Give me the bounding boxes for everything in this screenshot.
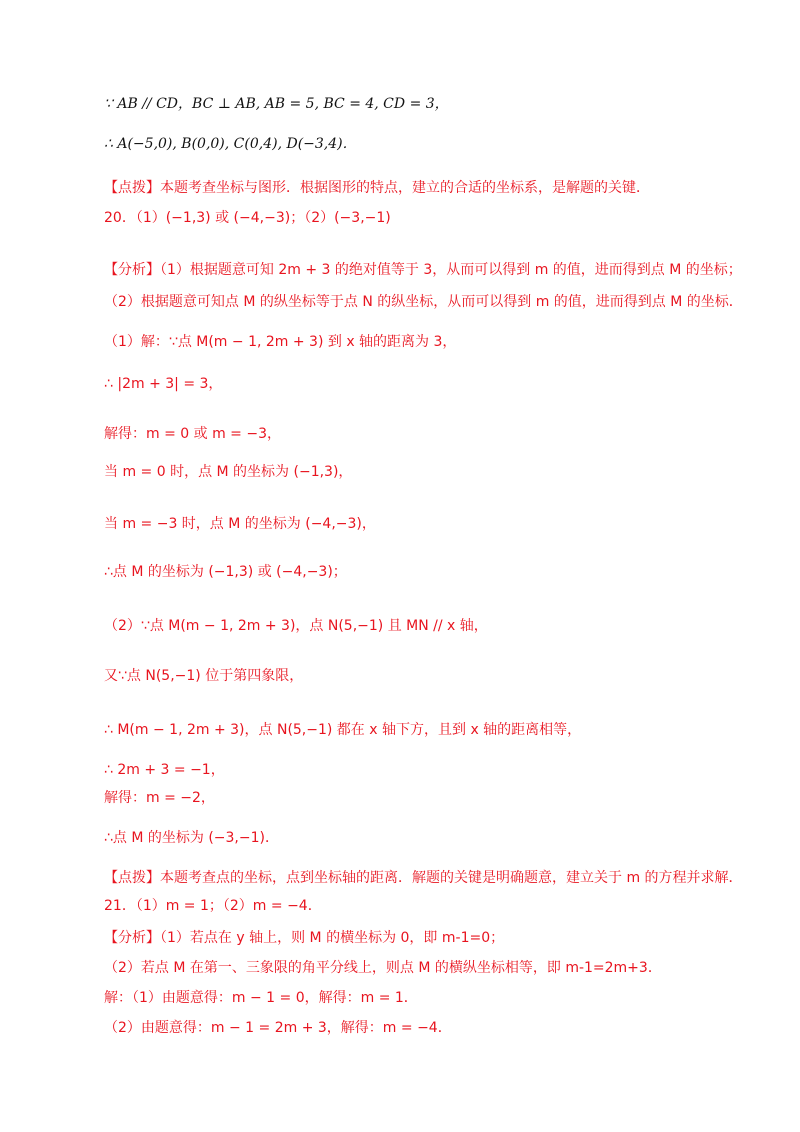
- doc-line-9: 解得：m = 0 或 m = −3，: [104, 426, 281, 442]
- doc-line-20: 21．（1）m = 1；（2）m = −4．: [104, 898, 322, 914]
- doc-line-14: 又∵点 N(5,−1) 位于第四象限，: [104, 668, 304, 684]
- doc-line-8: ∴ |2m + 3| = 3，: [104, 376, 223, 392]
- doc-line-2: ∴ A(−5,0), B(0,0), C(0,4), D(−3,4)．: [104, 136, 357, 152]
- doc-line-11: 当 m = −3 时，点 M 的坐标为 (−4,−3)，: [104, 516, 376, 532]
- doc-line-13: （2）∵点 M(m − 1, 2m + 3)，点 N(5,−1) 且 MN // x 轴，: [104, 618, 488, 634]
- doc-line-6: （2）根据题意可知点 M 的纵坐标等于点 N 的纵坐标，从而可以得到 m 的值，进而得到点 M 的坐标．: [104, 294, 743, 310]
- doc-line-7: （1）解：∵点 M(m − 1, 2m + 3) 到 x 轴的距离为 3，: [104, 334, 457, 350]
- doc-line-16: ∴ 2m + 3 = −1，: [104, 762, 225, 778]
- doc-line-12: ∴点 M 的坐标为 (−1,3) 或 (−4,−3)；: [104, 564, 347, 580]
- doc-line-19: 【点拨】本题考查点的坐标，点到坐标轴的距离．解题的关键是明确题意，建立关于 m 的方程并求解．: [104, 870, 743, 886]
- doc-line-10: 当 m = 0 时，点 M 的坐标为 (−1,3)，: [104, 464, 353, 480]
- doc-line-3: 【点拨】本题考查坐标与图形．根据图形的特点，建立的合适的坐标系，是解题的关键．: [104, 180, 650, 196]
- doc-line-4: 20．（1）(−1,3) 或 (−4,−3)；（2）(−3,−1): [104, 210, 391, 226]
- doc-line-17: 解得：m = −2，: [104, 790, 215, 806]
- doc-line-15: ∴ M(m − 1, 2m + 3)，点 N(5,−1) 都在 x 轴下方，且到 x 轴的距离相等，: [104, 722, 582, 738]
- doc-line-23: 解：（1）由题意得：m − 1 = 0，解得：m = 1．: [104, 990, 418, 1006]
- doc-line-22: （2）若点 M 在第一、三象限的角平分线上，则点 M 的横纵坐标相等，即 m-1=2m+3．: [104, 960, 662, 976]
- doc-line-1: ∵ AB // CD，BC ⊥ AB, AB = 5, BC = 4, CD = 3，: [104, 96, 449, 112]
- doc-line-21: 【分析】（1）若点在 y 轴上，则 M 的横坐标为 0，即 m-1=0；: [104, 930, 505, 946]
- doc-line-24: （2）由题意得：m − 1 = 2m + 3，解得：m = −4．: [104, 1020, 452, 1036]
- doc-line-5: 【分析】（1）根据题意可知 2m + 3 的绝对值等于 3，从而可以得到 m 的值，进而得到点 M 的坐标；: [104, 262, 742, 278]
- doc-line-18: ∴点 M 的坐标为 (−3,−1)．: [104, 830, 279, 846]
